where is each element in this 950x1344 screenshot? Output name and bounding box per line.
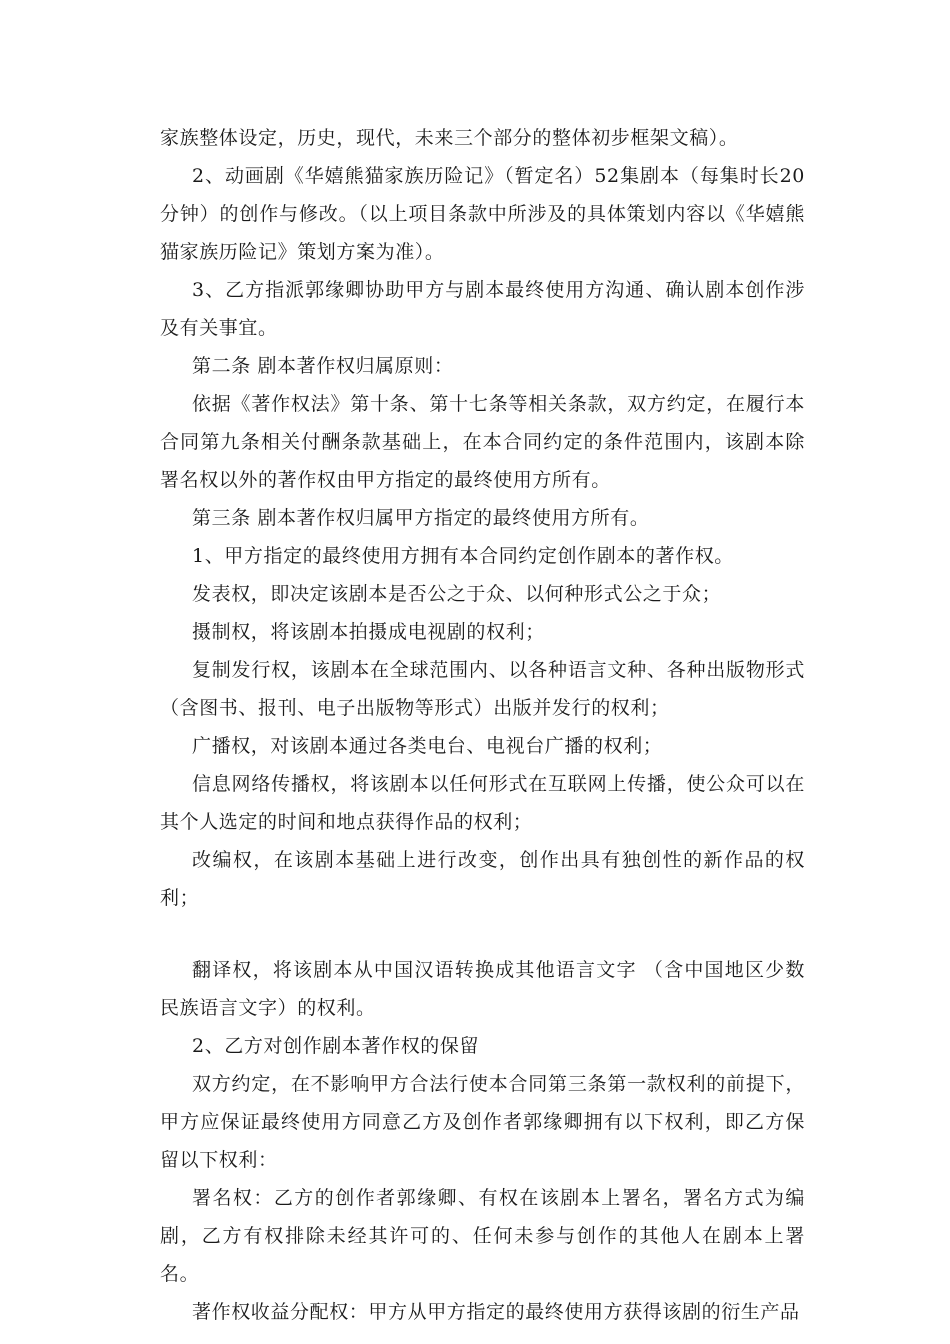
document-body [160, 119, 805, 1331]
paragraph-item-3-coordinator: 3、乙方指派郭缘卿协助甲方与剧本最终使用方沟通、确认剧本创作涉及有关事宜。 [160, 279, 805, 339]
right-reproduction-distribution: 复制发行权，该剧本在全球范围内、以各种语言文种、各种出版物形式（含图书、报刊、电子出版物等形式）出版并发行的权利； [160, 659, 805, 719]
article-3-heading: 第三条 剧本著作权归属甲方指定的最终使用方所有。 [192, 507, 650, 529]
right-adaptation: 改编权，在该剧本基础上进行改变，创作出具有独创性的新作品的权利； [160, 849, 805, 909]
article-2-body: 依据《著作权法》第十条、第十七条等相关条款，双方约定，在履行本合同第九条相关付酬条款基础上，在本合同约定的条件范围内，该剧本除署名权以外的著作权由甲方指定的最终使用方所有。 [160, 393, 805, 491]
paragraph-continuation: 家族整体设定，历史，现代，未来三个部分的整体初步框架文稿）。 [160, 127, 739, 149]
paragraph-item-2-animation-script: 2、动画剧《华嬉熊猫家族历险记》（暂定名）52集剧本（每集时长20分钟）的创作与修改。（以上项目条款中所涉及的具体策划内容以《华嬉熊猫家族历险记》策划方案为准）。 [160, 165, 805, 263]
article-2-heading: 第二条 剧本著作权归属原则： [192, 355, 454, 377]
right-translation: 翻译权，将该剧本从中国汉语转换成其他语言文字 （含中国地区少数民族语言文字）的权利。 [160, 959, 805, 1019]
right-attribution: 署名权：乙方的创作者郭缘卿、有权在该剧本上署名，署名方式为编剧，乙方有权排除未经其许可的、任何未参与创作的其他人在剧本上署名。 [160, 1187, 805, 1285]
reserved-rights-agreement: 双方约定，在不影响甲方合法行使本合同第三条第一款权利的前提下，甲方应保证最终使用方同意乙方及创作者郭缘卿拥有以下权利，即乙方保留以下权利： [160, 1073, 805, 1171]
right-filming: 摄制权，将该剧本拍摄成电视剧的权利； [192, 621, 545, 643]
right-publication: 发表权，即决定该剧本是否公之于众、以何种形式公之于众； [192, 583, 722, 605]
article-3-item-1: 1、甲方指定的最终使用方拥有本合同约定创作剧本的著作权。 [192, 545, 734, 567]
article-3-item-2: 2、乙方对创作剧本著作权的保留 [192, 1035, 480, 1057]
right-broadcast: 广播权，对该剧本通过各类电台、电视台广播的权利； [192, 735, 663, 757]
right-network-dissemination: 信息网络传播权，将该剧本以任何形式在互联网上传播，使公众可以在其个人选定的时间和地点获得作品的权利； [160, 773, 805, 833]
right-revenue-share: 著作权收益分配权：甲方从甲方指定的最终使用方获得该剧的衍生产品 [192, 1301, 800, 1323]
blank-line [160, 917, 805, 951]
